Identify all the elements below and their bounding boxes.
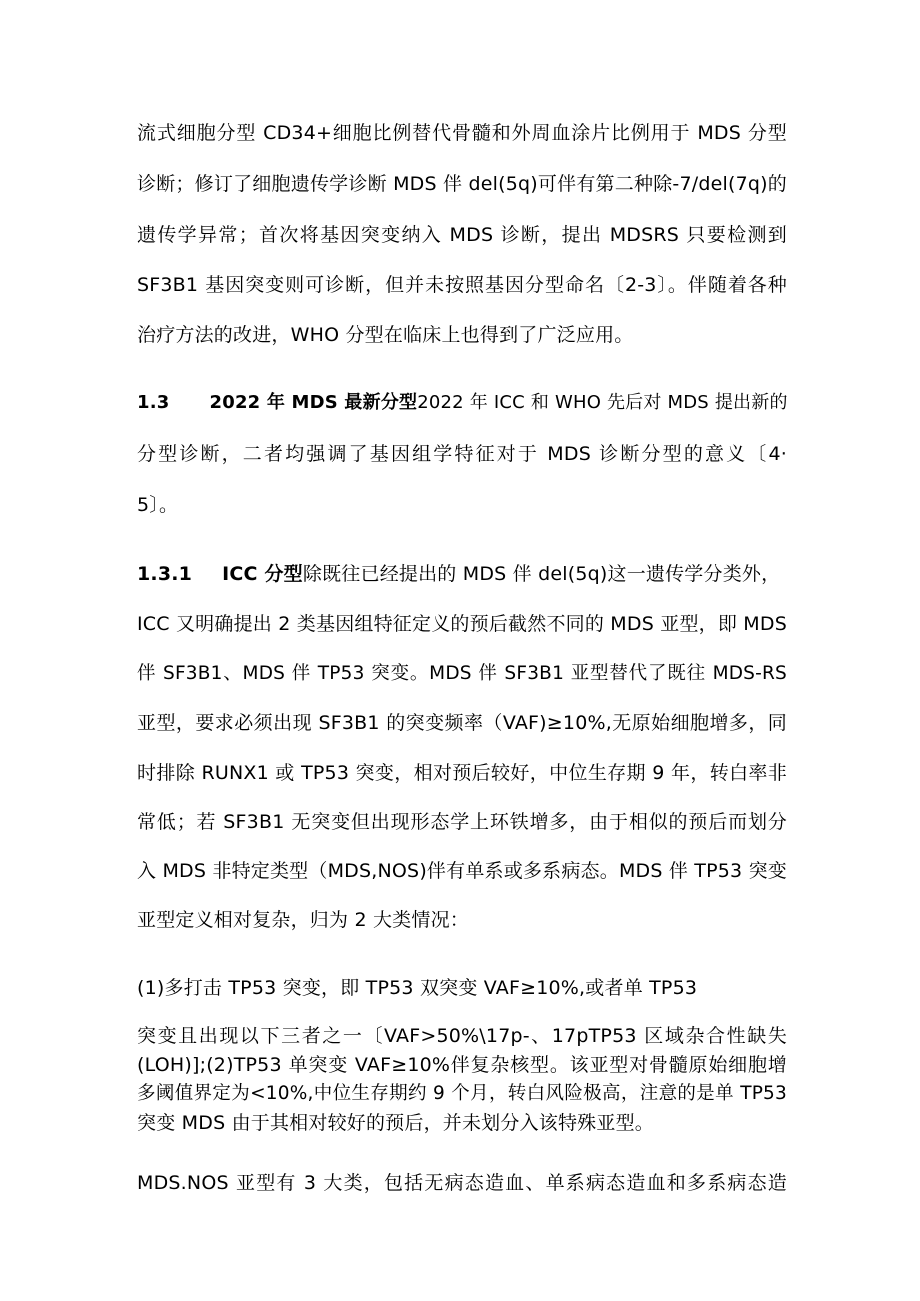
section-1-3-line-3: 5〕。 bbox=[137, 494, 179, 516]
section-1-3-line-2: 分型诊断，二者均强调了基因组学特征对于 MDS 诊断分型的意义〔4· bbox=[137, 443, 787, 465]
para1-line-3: 遗传学异常；首次将基因突变纳入 MDS 诊断，提出 MDSRS 只要检测到 bbox=[137, 224, 787, 246]
section-1-3-1-line-6: 常低；若 SF3B1 无突变但出现形态学上环铁增多，由于相似的预后而划分 bbox=[137, 811, 787, 833]
nos-line-1: MDS.NOS 亚型有 3 大类，包括无病态造血、单系病态造血和多系病态造 bbox=[137, 1172, 787, 1194]
section-1-3-1-number: 1.3.1 bbox=[137, 563, 193, 585]
tp53-line-4: 多阈值界定为<10%,中位生存期约 9 个月，转白风险极高，注意的是单 TP53 bbox=[137, 1083, 787, 1104]
tp53-line-2: 突变且出现以下三者之一〔VAF>50%\17p-、17pTP53 区域杂合性缺失 bbox=[137, 1025, 787, 1047]
para1-line-4: SF3B1 基因突变则可诊断，但并未按照基因分型命名〔2-3〕。伴随着各种 bbox=[137, 274, 787, 296]
para1-line-1: 流式细胞分型 CD34+细胞比例替代骨髓和外周血涂片比例用于 MDS 分型 bbox=[137, 122, 787, 144]
section-1-3-1-heading: ICC 分型 bbox=[222, 563, 303, 585]
section-1-3-1-line-1 bbox=[137, 561, 787, 587]
section-1-3-1-line-8: 亚型定义相对复杂，归为 2 大类情况： bbox=[137, 909, 469, 931]
section-1-3-line-1 bbox=[137, 390, 787, 416]
section-1-3-heading: 2022 年 MDS 最新分型 bbox=[209, 392, 418, 413]
section-1-3-1-line-5: 时排除 RUNX1 或 TP53 突变，相对预后较好，中位生存期 9 年，转白率非 bbox=[137, 762, 787, 784]
section-1-3-1-line-3: 伴 SF3B1、MDS 伴 TP53 突变。MDS 伴 SF3B1 亚型替代了既往 MDS-RS bbox=[137, 663, 787, 684]
tp53-line-3: (LOH)];(2)TP53 单突变 VAF≥10%伴复杂核型。该亚型对骨髓原始细胞增 bbox=[137, 1054, 787, 1076]
section-1-3-1-line-4: 亚型，要求必须出现 SF3B1 的突变频率（VAF)≥10%,无原始细胞增多，同 bbox=[137, 712, 787, 734]
section-1-3-1-line-2: ICC 又明确提出 2 类基因组特征定义的预后截然不同的 MDS 亚型，即 MDS bbox=[137, 613, 787, 635]
tp53-line-5: 突变 MDS 由于其相对较好的预后，并未划分入该特殊亚型。 bbox=[137, 1112, 654, 1134]
para1-line-5: 治疗方法的改进，WHO 分型在临床上也得到了广泛应用。 bbox=[137, 324, 634, 346]
section-1-3-1-line-7: 入 MDS 非特定类型（MDS,NOS)伴有单系或多系病态。MDS 伴 TP53 突变 bbox=[137, 860, 787, 882]
para1-line-2: 诊断；修订了细胞遗传学诊断 MDS 伴 del(5q)可伴有第二种除-7/del(7q)的 bbox=[137, 173, 787, 195]
tp53-line-1: (1)多打击 TP53 突变，即 TP53 双突变 VAF≥10%,或者单 TP53 bbox=[137, 977, 698, 999]
section-1-3-text: 2022 年 ICC 和 WHO 先后对 MDS 提出新的 bbox=[417, 392, 788, 413]
section-1-3-number: 1.3 bbox=[137, 392, 170, 413]
section-1-3-1-text: 除既往已经提出的 MDS 伴 del(5q)这一遗传学分类外， bbox=[302, 563, 781, 585]
